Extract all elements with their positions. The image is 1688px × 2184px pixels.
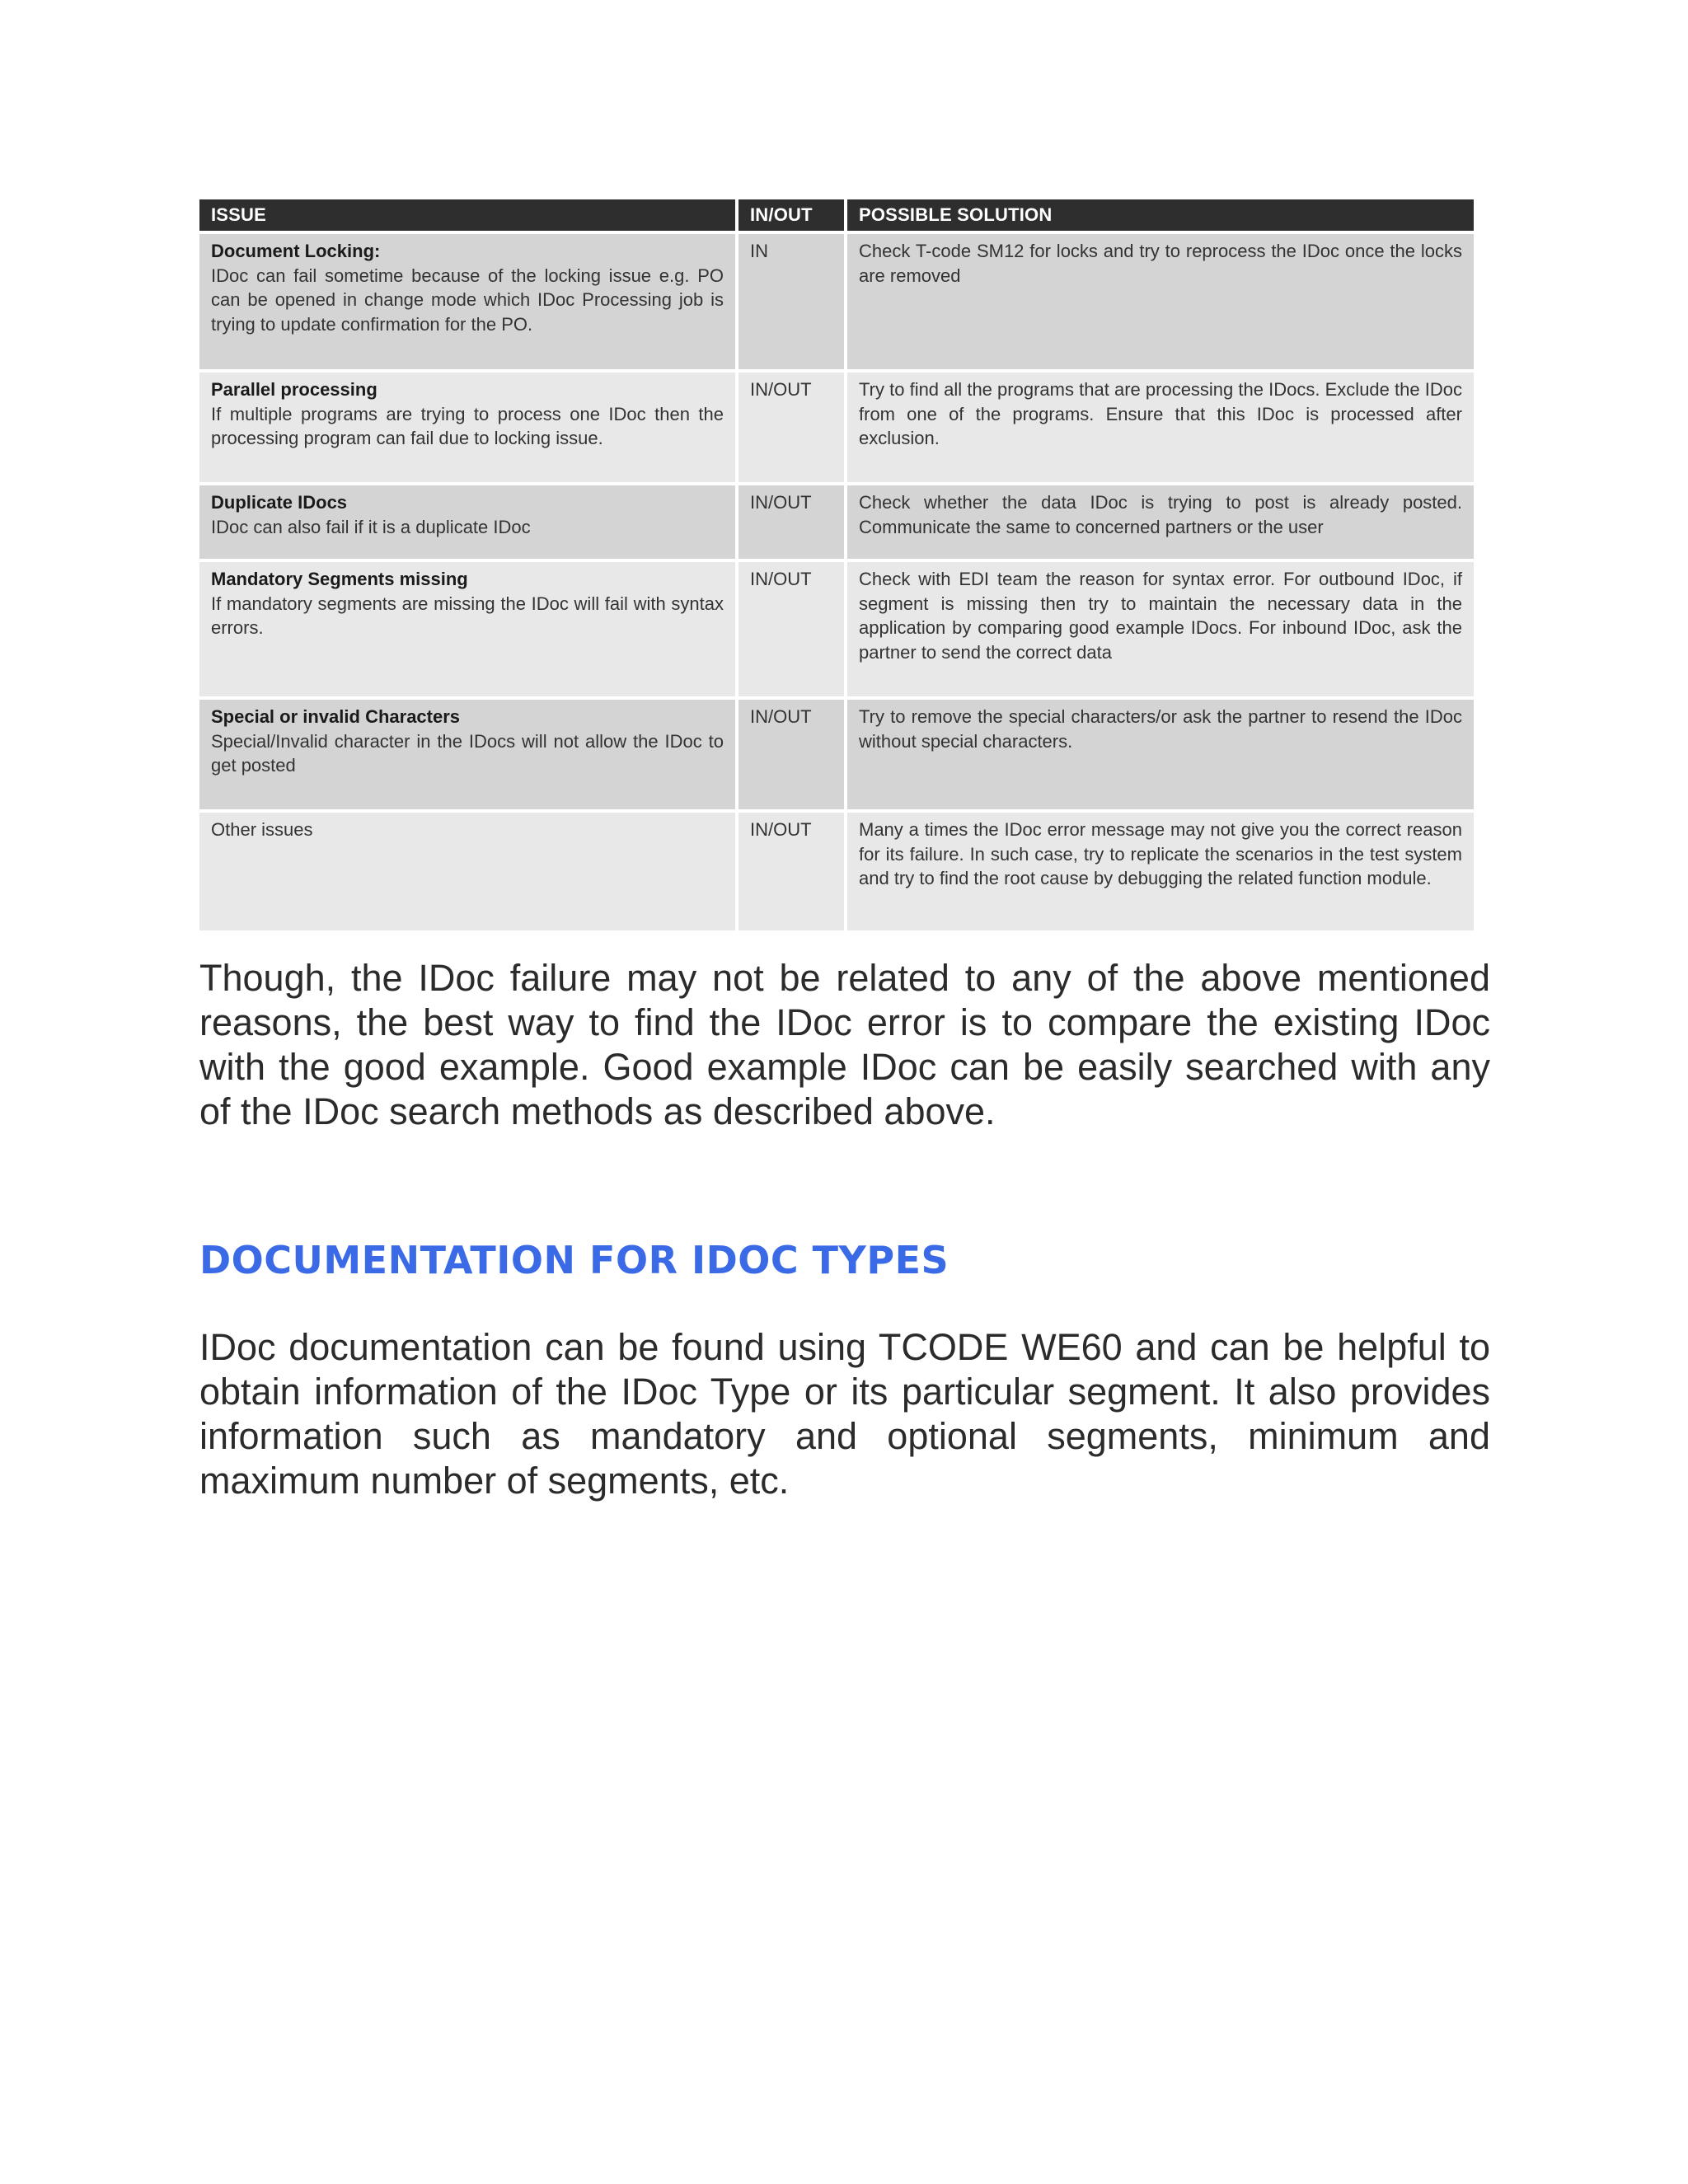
solution-cell: Many a times the IDoc error message may not give you the correct reason for its failure. In such case, try to replicate the scenarios in the test system and try to find the root cause by debugging the related function module. xyxy=(847,813,1474,930)
section-heading: DOCUMENTATION FOR IDOC TYPES xyxy=(199,1238,950,1282)
issue-cell xyxy=(199,562,735,696)
issue-title: Mandatory Segments missing xyxy=(211,569,468,589)
issue-cell xyxy=(199,485,735,559)
inout-cell: IN/OUT xyxy=(738,485,844,559)
inout-cell: IN xyxy=(738,234,844,369)
table-header-row xyxy=(199,199,1474,231)
summary-paragraph: Though, the IDoc failure may not be related to any of the above mentioned reasons, the best way to find the IDoc error is to compare the existing IDoc with the good example. Good example IDoc can be easily searched with any of the IDoc search methods as described above. xyxy=(199,957,1490,1132)
solution-cell: Check T-code SM12 for locks and try to reprocess the IDoc once the locks are removed xyxy=(847,234,1474,369)
issue-description: Special/Invalid character in the IDocs will not allow the IDoc to get posted xyxy=(211,730,724,776)
issue-title: Document Locking: xyxy=(211,241,381,261)
table-row xyxy=(199,234,1474,369)
solution-cell: Check whether the data IDoc is trying to post is already posted. Communicate the same to concerned partners or the user xyxy=(847,485,1474,559)
issue-title: Parallel processing xyxy=(211,379,377,400)
issue-cell xyxy=(199,373,735,482)
header-issue: ISSUE xyxy=(199,199,735,231)
issue-cell xyxy=(199,700,735,809)
solution-cell: Check with EDI team the reason for syntax error. For outbound IDoc, if segment is missing then try to maintain the necessary data in the application by comparing good example IDocs. For inbound IDoc, ask the partner to send the correct data xyxy=(847,562,1474,696)
issue-table xyxy=(196,196,1477,934)
table-row xyxy=(199,485,1474,559)
issue-description: IDoc can also fail if it is a duplicate IDoc xyxy=(211,516,531,537)
issue-cell xyxy=(199,813,735,930)
issue-description: Other issues xyxy=(211,819,313,840)
header-inout: IN/OUT xyxy=(738,199,844,231)
header-solution: POSSIBLE SOLUTION xyxy=(847,199,1474,231)
section-body: IDoc documentation can be found using TCODE WE60 and can be helpful to obtain information of the IDoc Type or its particular segment. It also provides information such as mandatory and optional segments, minimum and maximum number of segments, etc. xyxy=(199,1326,1490,1502)
solution-cell: Try to remove the special characters/or ask the partner to resend the IDoc without special characters. xyxy=(847,700,1474,809)
issue-description: If mandatory segments are missing the IDoc will fail with syntax errors. xyxy=(211,593,724,638)
issue-title: Special or invalid Characters xyxy=(211,706,461,727)
table-row xyxy=(199,562,1474,696)
solution-cell: Try to find all the programs that are processing the IDocs. Exclude the IDoc from one of the programs. Ensure that this IDoc is processed after exclusion. xyxy=(847,373,1474,482)
issue-title: Duplicate IDocs xyxy=(211,492,348,513)
issue-cell xyxy=(199,234,735,369)
issue-description: IDoc can fail sometime because of the locking issue e.g. PO can be opened in change mode which IDoc Processing job is trying to update confirmation for the PO. xyxy=(211,265,724,335)
issue-description: If multiple programs are trying to process one IDoc then the processing program can fail due to locking issue. xyxy=(211,403,724,448)
inout-cell: IN/OUT xyxy=(738,562,844,696)
table-row xyxy=(199,813,1474,930)
inout-cell: IN/OUT xyxy=(738,700,844,809)
table-row xyxy=(199,373,1474,482)
inout-cell: IN/OUT xyxy=(738,813,844,930)
inout-cell: IN/OUT xyxy=(738,373,844,482)
table-row xyxy=(199,700,1474,809)
